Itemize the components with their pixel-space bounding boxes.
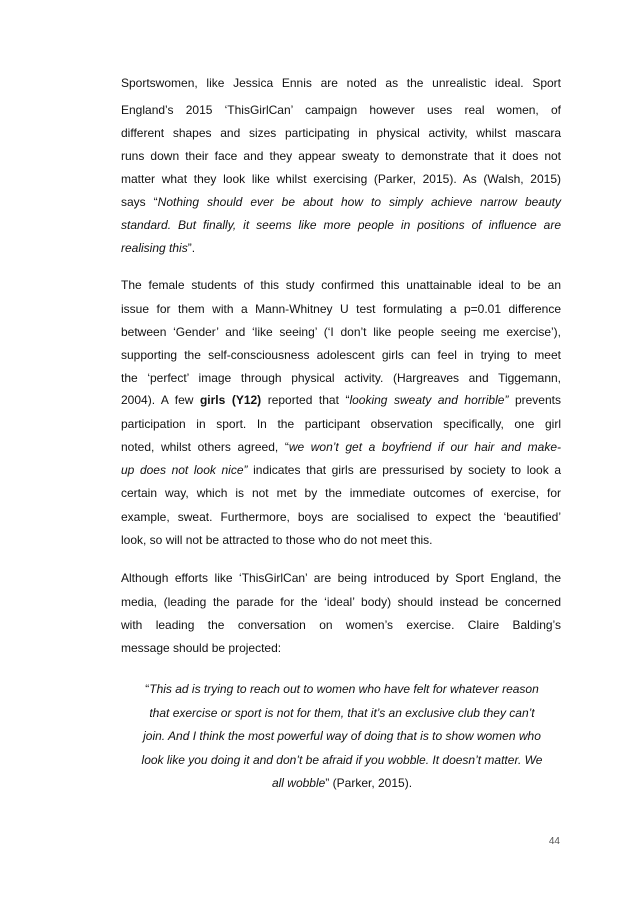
- text-line: [121, 462, 561, 478]
- text-line: [121, 640, 561, 656]
- text-run: realising this: [121, 241, 188, 255]
- text-run: England’s 2015 ‘ThisGirlCan’ campaign however uses real women, of: [121, 103, 561, 117]
- text-line: [121, 439, 561, 455]
- text-run: looking sweaty and horrible”: [349, 393, 509, 407]
- text-run: that exercise or sport is not for them, that it’s an exclusive club they can’t: [149, 706, 535, 720]
- text-line: [121, 509, 561, 525]
- text-run: message should be projected:: [121, 641, 282, 655]
- text-run: the ‘perfect’ image through physical activity. (Hargreaves and Tiggemann,: [121, 371, 561, 385]
- quote-line: [100, 752, 584, 768]
- text-run: ” (Parker, 2015).: [325, 776, 413, 790]
- text-run: reported that “: [261, 393, 350, 407]
- text-run: supporting the self-consciousness adolescent girls can feel in trying to meet: [121, 348, 561, 362]
- text-line: [121, 370, 561, 386]
- text-line: [121, 532, 561, 548]
- text-run: between ‘Gender’ and ‘like seeing’ (‘I don’t like people seeing me exercise’),: [121, 325, 561, 339]
- page-number: 44: [548, 836, 560, 847]
- text-line: [121, 324, 561, 340]
- text-line: [121, 392, 561, 408]
- text-run: prevents: [508, 393, 561, 407]
- text-run: we won’t get a boyfriend if our hair and make-: [288, 440, 561, 454]
- text-run: look, so will not be attracted to those who do not meet this.: [121, 533, 433, 547]
- text-run: says “: [121, 195, 158, 209]
- quote-line: [100, 775, 584, 791]
- text-run: certain way, which is not met by the immediate outcomes of exercise, for: [121, 486, 561, 500]
- text-line: [121, 617, 561, 633]
- text-line: [121, 75, 561, 91]
- text-run: 2004). A few: [121, 393, 200, 407]
- text-line: [121, 240, 561, 256]
- text-run: Nothing should ever be about how to simply achieve narrow beauty: [157, 195, 561, 209]
- text-line: [121, 485, 561, 501]
- text-run: with leading the conversation on women’s exercise. Claire Balding’s: [121, 618, 561, 632]
- text-run: issue for them with a Mann-Whitney U test formulating a p=0.01 difference: [121, 302, 561, 316]
- text-line: [121, 347, 561, 363]
- text-line: [121, 301, 561, 317]
- text-run: ”.: [187, 241, 196, 255]
- text-line: [121, 594, 561, 610]
- text-run: up does not look nice”: [121, 463, 248, 477]
- text-line: [121, 194, 561, 210]
- text-run: noted, whilst others agreed, “: [121, 440, 289, 454]
- text-run: different shapes and sizes participating in physical activity, whilst mascara: [121, 126, 561, 140]
- quote-line: [100, 681, 584, 697]
- text-run: look like you doing it and don’t be afraid if you wobble. It doesn’t matter. We: [141, 753, 543, 767]
- text-line: [121, 125, 561, 141]
- quote-line: [100, 705, 584, 721]
- text-run: This ad is trying to reach out to women who have felt for whatever reason: [149, 682, 539, 696]
- text-run: all wobble: [271, 776, 326, 790]
- text-line: [121, 148, 561, 164]
- text-run: participation in sport. In the participant observation specifically, one girl: [121, 417, 561, 431]
- text-run: girls (Y12): [199, 393, 262, 407]
- text-run: Sportswomen, like Jessica Ennis are noted as the unrealistic ideal. Sport: [121, 76, 561, 90]
- text-run: join. And I think the most powerful way of doing that is to show women who: [143, 729, 541, 743]
- text-line: [121, 217, 561, 233]
- text-line: [121, 171, 561, 187]
- quote-line: [100, 728, 584, 744]
- text-line: [121, 102, 561, 118]
- text-run: matter what they look like whilst exercising (Parker, 2015). As (Walsh, 2015): [121, 172, 561, 186]
- text-run: Although efforts like ‘ThisGirlCan’ are being introduced by Sport England, the: [121, 571, 561, 585]
- text-run: The female students of this study confirmed this unattainable ideal to be an: [121, 278, 561, 292]
- text-run: standard. But finally, it seems like more people in positions of influence are: [121, 218, 561, 232]
- text-run: runs down their face and they appear sweaty to demonstrate that it does not: [121, 149, 561, 163]
- text-line: [121, 277, 561, 293]
- text-run: indicates that girls are pressurised by society to look a: [247, 463, 561, 477]
- text-run: “: [145, 682, 150, 696]
- text-line: [121, 570, 561, 586]
- text-run: media, (leading the parade for the ‘ideal’ body) should instead be concerned: [121, 595, 561, 609]
- text-run: example, sweat. Furthermore, boys are socialised to expect the ‘beautified’: [121, 510, 561, 524]
- text-line: [121, 416, 561, 432]
